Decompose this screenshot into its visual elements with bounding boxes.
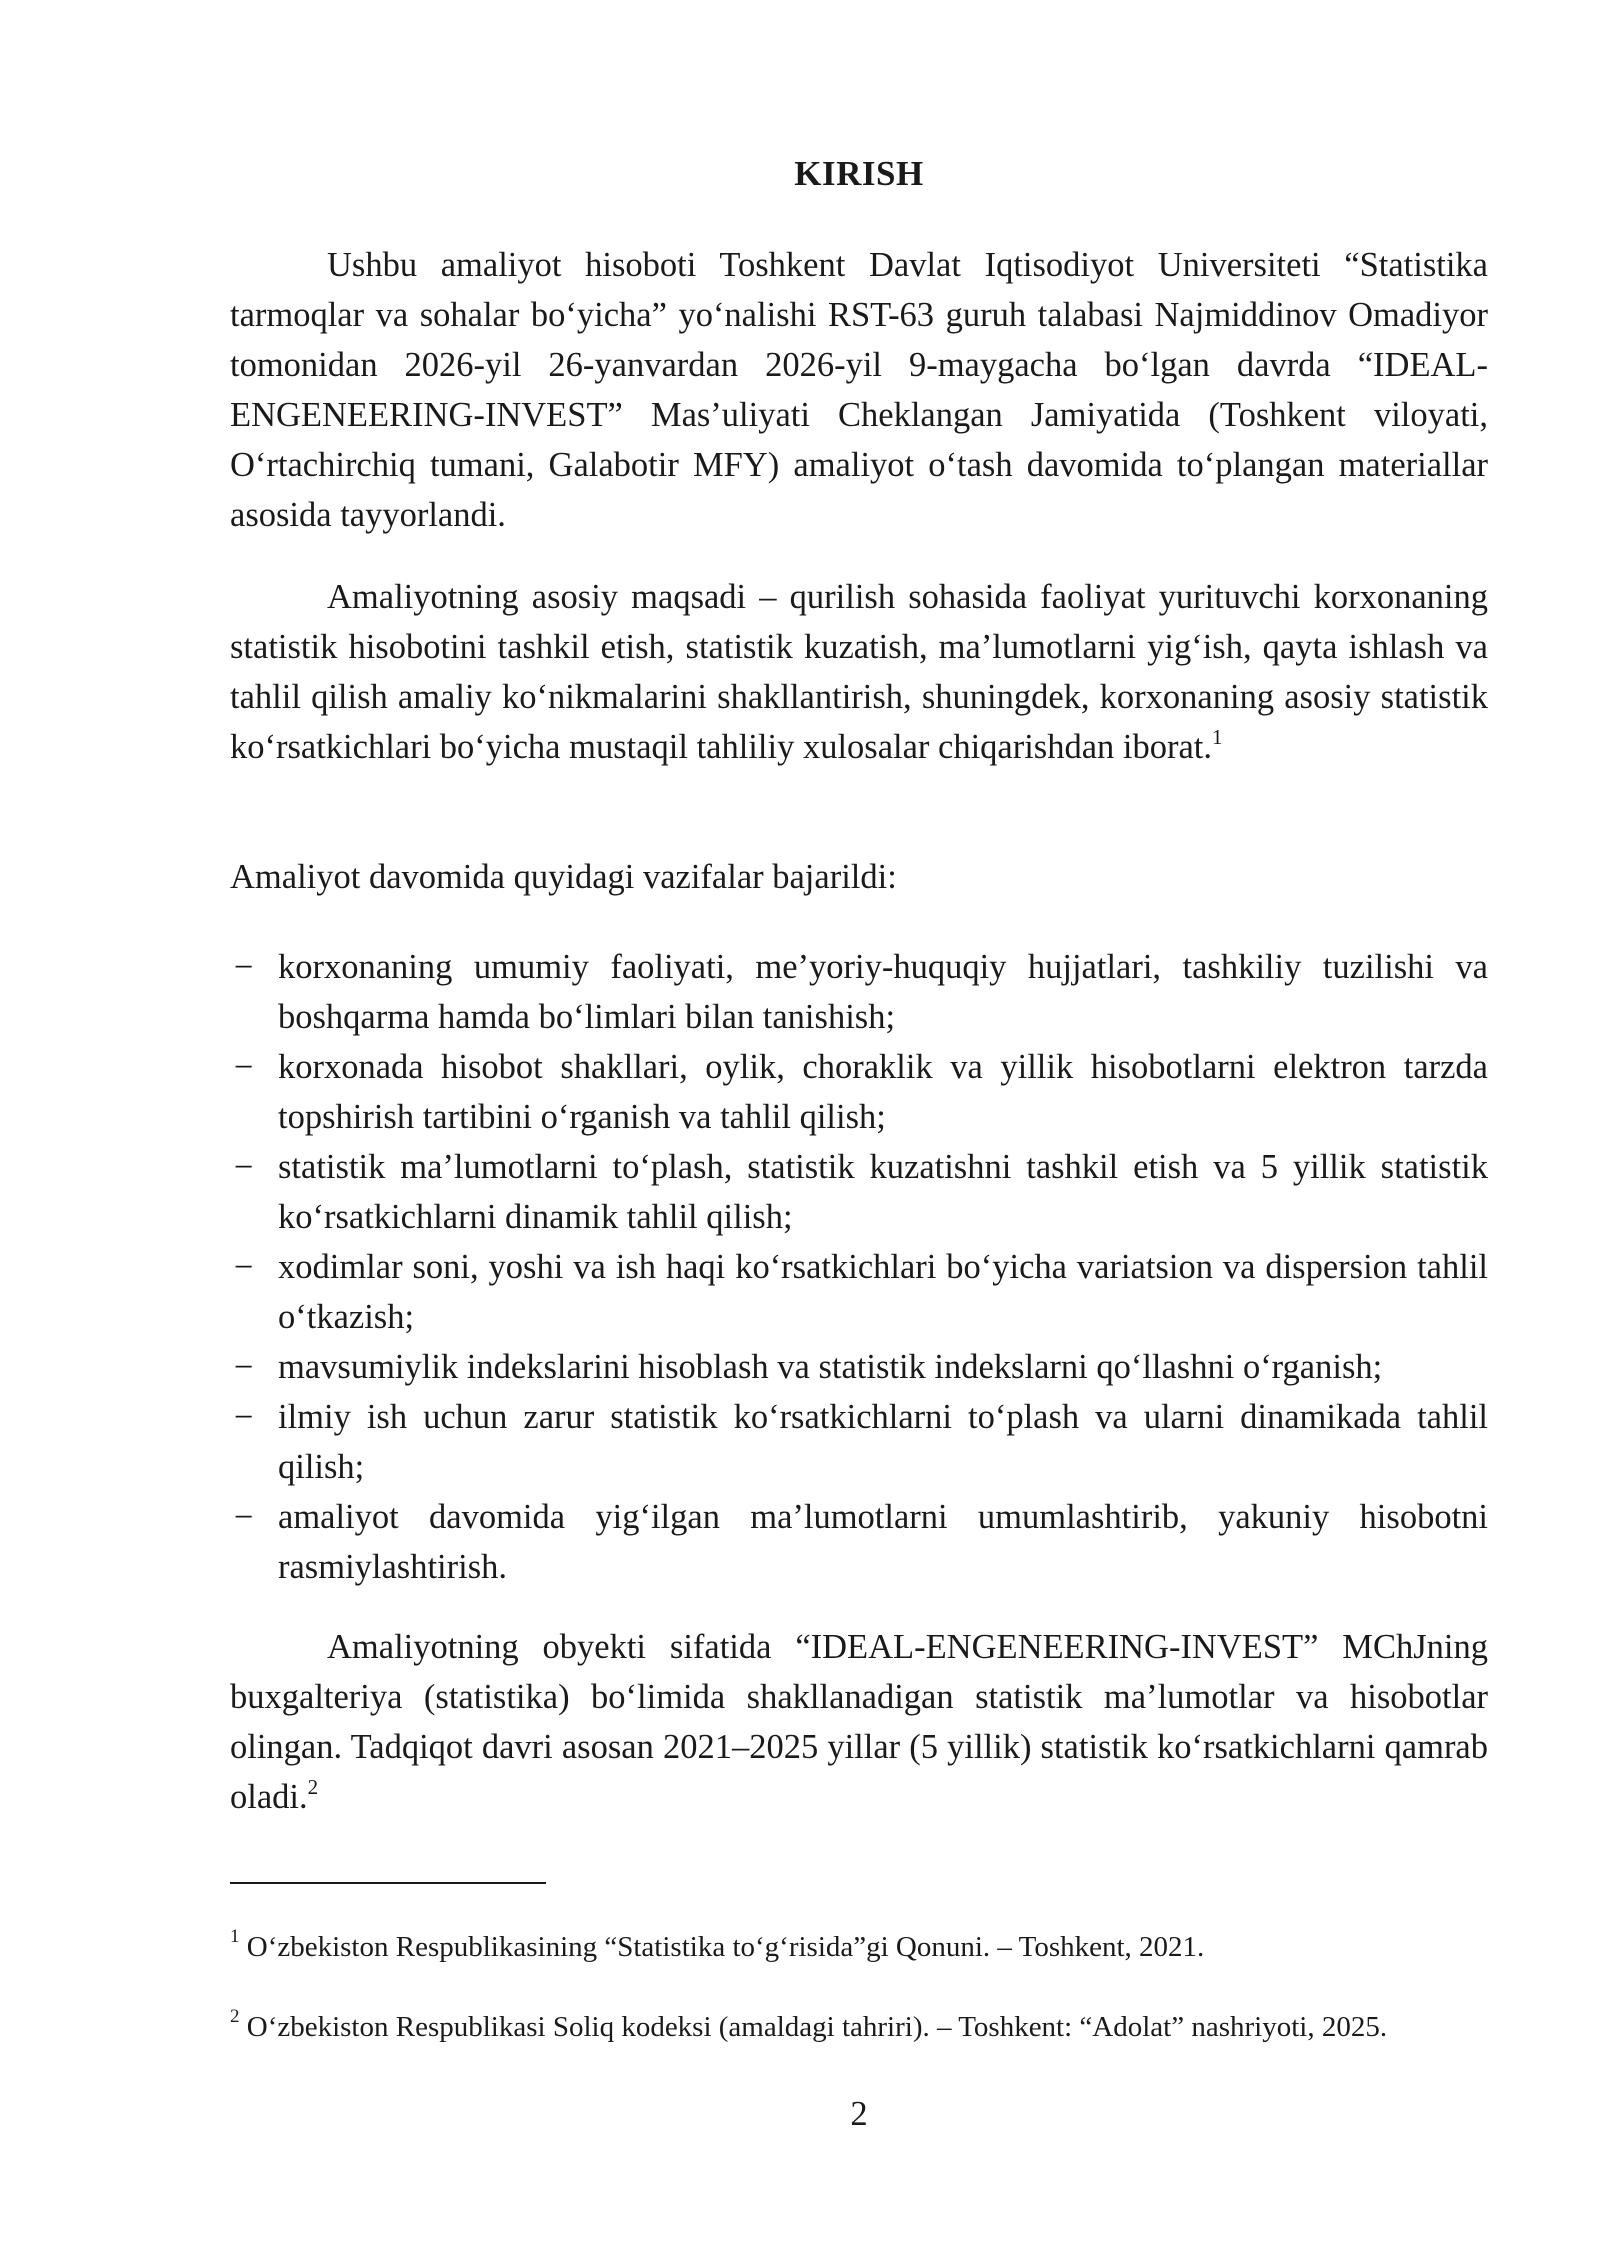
dash-bullet-icon: − [234, 948, 254, 986]
goal-paragraph-text: Amaliyotning asosiy maqsadi – qurilish sohasida faoliyat yurituvchi korxonaning statistik hisobotini tashkil etish, statistik kuzatish, ma’lumotlarni yig‘ish, qayta ishlash va tahlil qilish amaliy ko‘nikmalarini shakllantirish, shuningdek, korxonaning asosiy statistik ko‘rsatkichlari bo‘yicha mustaqil tahliliy xulosalar chiqarishdan iborat. [230, 578, 1488, 766]
footnote-text: O‘zbekiston Respublikasining “Statistika to‘g‘risida”gi Qonuni. – Toshkent, 2021. [246, 1931, 1205, 1963]
footnote-marker: 2 [230, 2006, 240, 2028]
dash-bullet-icon: − [234, 1498, 254, 1536]
list-item [230, 1242, 1488, 1342]
footnote-2 [230, 2006, 1488, 2048]
footnote-1 [230, 1926, 1488, 1968]
list-item [230, 1342, 1488, 1392]
task-text: korxonada hisobot shakllari, oylik, choraklik va yillik hisobotlarni elektron tarzda topshirish tartibini o‘rganish va tahlil qilish; [278, 1048, 1488, 1136]
dash-bullet-icon: − [234, 1248, 254, 1286]
page-number: 2 [850, 2095, 868, 2133]
footnote-ref-1: 1 [1212, 724, 1223, 749]
list-item [230, 1392, 1488, 1492]
task-text: xodimlar soni, yoshi va ish haqi ko‘rsatkichlari bo‘yicha variatsion va dispersion tahlil o‘tkazish; [278, 1248, 1488, 1336]
tasks-intro-paragraph [230, 852, 1488, 902]
object-paragraph [230, 1622, 1488, 1822]
dash-bullet-icon: − [234, 1048, 254, 1086]
task-text: ilmiy ish uchun zarur statistik ko‘rsatkichlarni to‘plash va ularni dinamikada tahlil qilish; [278, 1398, 1488, 1486]
footnote-marker: 1 [230, 1926, 240, 1948]
footnote-text: O‘zbekiston Respublikasi Soliq kodeksi (amaldagi tahriri). – Toshkent: “Adolat” nashriyoti, 2025. [246, 2011, 1388, 2043]
section-heading: KIRISH [794, 154, 924, 193]
list-item [230, 1492, 1488, 1592]
dash-bullet-icon: − [234, 1398, 254, 1436]
intro-paragraph-text: Ushbu amaliyot hisoboti Toshkent Davlat Iqtisodiyot Universiteti “Statistika tarmoqlar va sohalar bo‘yicha” yo‘nalishi RST-63 guruh talabasi Najmiddinov Omadiyor tomonidan 2026-yil 26-yanvardan 2026-yil 9-maygacha bo‘lgan davrda “IDEAL-ENGENEERING-INVEST” Mas’uliyati Cheklangan Jamiyatida (Toshkent viloyati, O‘rtachirchiq tumani, Galabotir MFY) amaliyot o‘tash davomida to‘plangan materiallar asosida tayyorlandi. [230, 246, 1488, 534]
object-paragraph-text: Amaliyotning obyekti sifatida “IDEAL-ENGENEERING-INVEST” MChJning buxgalteriya (statistika) bo‘limida shakllanadigan statistik ma’lumotlar va hisobotlar olingan. Tadqiqot davri asosan 2021–2025 yillar (5 yillik) statistik ko‘rsatkichlarni qamrab oladi. [230, 1628, 1488, 1816]
list-item [230, 942, 1488, 1042]
footnote-ref-2: 2 [307, 1774, 319, 1799]
task-text: amaliyot davomida yig‘ilgan ma’lumotlarni umumlashtirib, yakuniy hisobotni rasmiylashtirish. [278, 1498, 1488, 1586]
footnote-separator [230, 1882, 546, 1884]
task-list [230, 942, 1488, 1592]
dash-bullet-icon: − [234, 1148, 254, 1186]
task-text: statistik ma’lumotlarni to‘plash, statistik kuzatishni tashkil etish va 5 yillik statistik ko‘rsatkichlarni dinamik tahlil qilish; [278, 1148, 1488, 1236]
intro-paragraph [230, 240, 1488, 540]
list-item [230, 1142, 1488, 1242]
tasks-intro-text: Amaliyot davomida quyidagi vazifalar bajarildi: [230, 858, 897, 896]
goal-paragraph [230, 572, 1488, 772]
dash-bullet-icon: − [234, 1348, 254, 1386]
task-text: korxonaning umumiy faoliyati, me’yoriy-huquqiy hujjatlari, tashkiliy tuzilishi va boshqarma hamda bo‘limlari bilan tanishish; [278, 948, 1488, 1036]
task-text: mavsumiylik indekslarini hisoblash va statistik indekslarni qo‘llashni o‘rganish; [278, 1348, 1383, 1386]
list-item [230, 1042, 1488, 1142]
